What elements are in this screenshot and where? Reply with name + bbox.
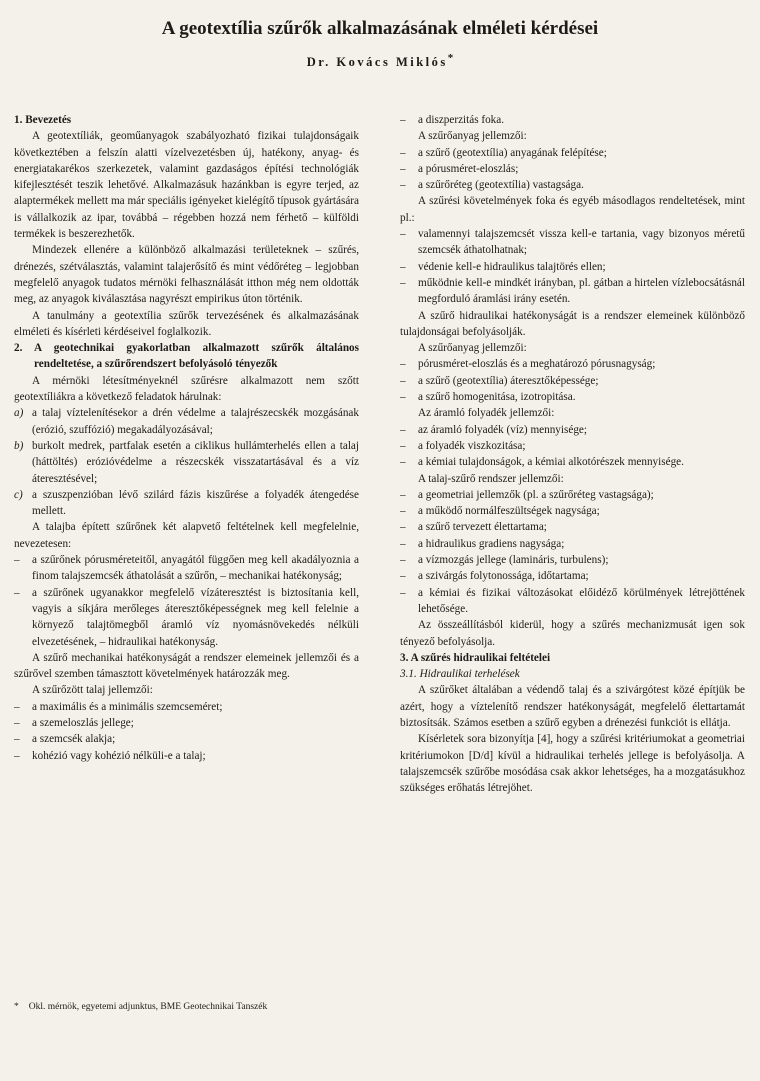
- system-item-text: a geometriai jellemzők (pl. a szűrőréteg vastagsága);: [418, 488, 654, 501]
- list-dash: –: [400, 162, 406, 175]
- footnote: [14, 1001, 359, 1013]
- list-dash: –: [400, 260, 406, 273]
- task-text: a talaj víztelenítésekor a drén védelme a talajrészecskék mozgásának (erózió, szuffózió) megakadályozásával;: [32, 407, 359, 436]
- soil-item-text: a maximális és a minimális szemcseméret;: [32, 700, 223, 713]
- condition-text: a szűrőnek ugyanakkor megfelelő vízáteresztést is biztosítania kell, vagyis a síkjára merőleges áteresztőképességnek meg kell felelnie a környező talajtömegből áramló víz nyomásnövekedés nélküli elvezetésének, – hidraulikai hatékonyság.: [32, 586, 359, 648]
- task-item: [14, 405, 359, 438]
- system-item: [400, 503, 745, 519]
- requirement-text: működnie kell-e mindkét irányban, pl. gátban a hirtelen vízlebocsátásnál megforduló áramlási irány esetén.: [418, 276, 745, 306]
- requirement-item: [400, 226, 745, 259]
- soil-item-text: a szemeloszlás jellege;: [32, 716, 134, 729]
- left-column: [14, 112, 359, 764]
- s31-paragraph-1: A szűrőket általában a védendő talaj és a szivárgótest közé építjük be azért, hogy a víztelenítő rendszer hatékonyságát, megfelelő élettartamát biztosítsák. Számos esetben a szűrő egyben a drénezési funkciót is ellátja.: [400, 684, 745, 729]
- filter2-item: [400, 356, 745, 372]
- fluid-heading: Az áramló folyadék jellemzői:: [418, 407, 555, 420]
- requirement-text: valamennyi talajszemcsét vissza kell-e tartania, vagy bizonyos méretű szemcsék áthatolhatnak;: [418, 228, 745, 257]
- fluid-item: [400, 454, 745, 470]
- filter2-item: [400, 373, 745, 389]
- s31-paragraph-2: Kísérletek sora bizonyítja [4], hogy a szűrési kritériumokat a geometriai kritériumokon [D/d] kívül a hidraulikai terhelés jellege is befolyásolja. A talajszemcsék szűrőbe mosódása csak akkor lehetséges, ha a mozgatásukhoz szükséges erőhatás létrejöhet.: [400, 733, 745, 795]
- list-dash: –: [400, 374, 406, 387]
- system-item-text: a hidraulikus gradiens nagysága;: [418, 537, 565, 550]
- filter-item: [400, 145, 745, 161]
- task-text: burkolt medrek, partfalak esetén a ciklikus hullámterhelés ellen a talaj (háttöltés) erózióvédelme a részecskék visszatartásával és a víz áteresztésével;: [32, 439, 359, 485]
- article-title: A geotextília szűrők alkalmazásának elméleti kérdései: [161, 18, 599, 39]
- footnote-text: Okl. mérnök, egyetemi adjunktus, BME Geotechnikai Tanszék: [28, 1002, 268, 1012]
- list-dash: –: [400, 521, 406, 534]
- s1-paragraph-1: A geotextíliák, geoműanyagok szabályozható fizikai tulajdonságaik következtében a felszín alatti vízelvezetésben új, hatékony, anyag- és energiatakarékos szerkezetek, valamint gazdaságos építési technológiák kifejlesztését teszik lehetővé. Alkalmazásuk hazánkban is egyre terjed, az alaptermékek mellett ma már speciális igényeket kielégítő típusok gyártására is vállalkozik az ipar, továbbá – régebben hozzá nem férhető – külföldi termékek is beszerezhetők.: [14, 130, 359, 241]
- system-item-text: a vízmozgás jellege (lamináris, turbulens);: [418, 554, 609, 567]
- list-dash: –: [14, 586, 20, 599]
- list-dash: –: [14, 716, 20, 729]
- filter-item: [400, 161, 745, 177]
- system-item: [400, 568, 745, 584]
- s2-paragraph-3: A szűrő mechanikai hatékonyságát a rendszer elemeinek jellemzői és a szűrővel szemben támasztott követelmények határozzák meg.: [14, 651, 359, 681]
- system-item-text: a működő normálfeszültségek nagysága;: [418, 505, 600, 518]
- requirement-item: [400, 275, 745, 308]
- requirement-item: [400, 259, 745, 275]
- list-dash: –: [400, 146, 406, 159]
- s2-paragraph-1: A mérnöki létesítményeknél szűrésre alkalmazott nem szőtt geotextíliákra a következő feladatok hárulnak:: [14, 374, 359, 404]
- list-dash: –: [400, 488, 406, 501]
- task-mark: a): [14, 407, 24, 420]
- hydraulic-paragraph: A szűrő hidraulikai hatékonyságát is a rendszer elemeinek különböző tulajdonságai befolyásolják.: [400, 309, 745, 338]
- filter-item-text: a szűrőréteg (geotextília) vastagsága.: [418, 179, 584, 192]
- list-dash: –: [400, 179, 406, 192]
- author-footnote-mark: *: [447, 52, 454, 64]
- footnote-mark: *: [14, 1002, 19, 1012]
- list-dash: –: [400, 554, 406, 567]
- list-dash: –: [400, 228, 406, 241]
- system-item-text: a kémiai és fizikai változásokat előidéző körülmények létrejöttének lehetősége.: [418, 586, 745, 615]
- soil-item: [14, 699, 359, 715]
- right-column: [400, 112, 745, 796]
- s1-paragraph-3: A tanulmány a geotextília szűrők tervezésének és alkalmazásának elméleti és kísérleti kérdéseivel foglalkozik.: [14, 309, 359, 338]
- task-mark: b): [14, 439, 24, 452]
- filter2-heading: A szűrőanyag jellemzői:: [418, 342, 527, 355]
- filter2-item-text: a szűrő homogenitása, izotropitása.: [418, 391, 576, 404]
- fluid-item-text: a kémiai tulajdonságok, a kémiai alkotórészek mennyisége.: [418, 456, 684, 469]
- fluid-item: [400, 422, 745, 438]
- filter2-item-text: pórusméret-eloszlás és a meghatározó pórusnagyság;: [418, 358, 656, 371]
- list-dash: –: [14, 749, 20, 762]
- requirement-text: védenie kell-e hidraulikus talajtörés ellen;: [418, 260, 606, 273]
- task-item: [14, 438, 359, 487]
- list-dash: –: [400, 114, 406, 126]
- condition-item: [14, 585, 359, 650]
- system-item: [400, 585, 745, 618]
- s1-paragraph-2: Mindezek ellenére a különböző alkalmazási területeknek – szűrés, drénezés, szétválasztás, valamint talajerősítő és mint védőréteg – legjobban megfelelő anyagok tudatos mérnöki felhasználását itthon még nem oldották meg, az anyagok kiválasztása nagyrészt empirikus úton történik.: [14, 244, 359, 306]
- filter-item-text: a pórusméret-eloszlás;: [418, 162, 519, 175]
- condition-item: [14, 552, 359, 585]
- list-dash: –: [400, 456, 406, 469]
- fluid-item-text: az áramló folyadék (víz) mennyisége;: [418, 423, 587, 436]
- fluid-item-text: a folyadék viszkozitása;: [418, 439, 526, 452]
- task-item: [14, 487, 359, 520]
- filter-heading: A szűrőanyag jellemzői:: [418, 130, 527, 143]
- author-name: Dr. Kovács Miklós: [306, 55, 448, 70]
- filter-item: [400, 177, 745, 193]
- author-line: [0, 52, 760, 70]
- system-heading: A talaj-szűrő rendszer jellemzői:: [418, 472, 564, 485]
- soil-item: [14, 748, 359, 764]
- soil-item-text: a diszperzitás foka.: [418, 114, 505, 126]
- section-1-heading: 1. Bevezetés: [14, 114, 72, 126]
- fluid-item: [400, 438, 745, 454]
- filter-item-text: a szűrő (geotextília) anyagának felépítése;: [418, 146, 607, 159]
- system-item-text: a szűrő tervezett élettartama;: [418, 521, 547, 534]
- list-dash: –: [400, 358, 406, 371]
- soil-item: [14, 731, 359, 747]
- list-dash: –: [400, 586, 406, 599]
- soil-item-text: kohézió vagy kohézió nélküli-e a talaj;: [32, 749, 206, 762]
- system-item: [400, 487, 745, 503]
- list-dash: –: [400, 276, 406, 289]
- system-item: [400, 519, 745, 535]
- soil-item: [14, 715, 359, 731]
- system-item-text: a szivárgás folytonossága, időtartama;: [418, 570, 589, 583]
- condition-text: a szűrőnek pórusméreteitől, anyagától függően meg kell akadályoznia a finom talajszemcsék áthatolását a szűrőn, – mechanikai hatékonyság;: [32, 554, 359, 583]
- system-item: [400, 552, 745, 568]
- list-dash: –: [400, 505, 406, 518]
- list-dash: –: [400, 537, 406, 550]
- soil-item: [400, 112, 745, 128]
- soil-item-text: a szemcsék alakja;: [32, 733, 116, 746]
- section-3-1-heading: 3.1. Hidraulikai terhelések: [400, 668, 520, 681]
- filter2-item: [400, 389, 745, 405]
- filter2-item-text: a szűrő (geotextília) áteresztőképessége;: [418, 374, 599, 387]
- list-dash: –: [400, 391, 406, 404]
- list-dash: –: [400, 423, 406, 436]
- list-dash: –: [14, 700, 20, 713]
- s2-paragraph-2: A talajba épített szűrőnek két alapvető feltételnek kell megfelelnie, nevezetesen:: [14, 521, 359, 550]
- section-3-heading: 3. A szűrés hidraulikai feltételei: [400, 651, 551, 664]
- task-text: a szuszpenzióban lévő szilárd fázis kiszűrése a folyadék átengedése mellett.: [32, 488, 359, 518]
- requirements-heading: A szűrési követelmények foka és egyéb másodlagos rendeltetések, mint pl.:: [400, 195, 745, 224]
- section-2-heading: 2. A geotechnikai gyakorlatban alkalmazott szűrők általános rendeltetése, a szűrőrendszert befolyásoló tényezők: [14, 342, 359, 371]
- summary-paragraph: Az összeállításból kiderül, hogy a szűrés mechanizmusát igen sok tényező befolyásolja.: [400, 619, 745, 648]
- list-dash: –: [400, 439, 406, 452]
- soil-heading: A szűrőzött talaj jellemzői:: [32, 684, 153, 697]
- list-dash: –: [400, 570, 406, 583]
- task-mark: c): [14, 488, 23, 501]
- list-dash: –: [14, 733, 20, 746]
- list-dash: –: [14, 554, 20, 567]
- system-item: [400, 536, 745, 552]
